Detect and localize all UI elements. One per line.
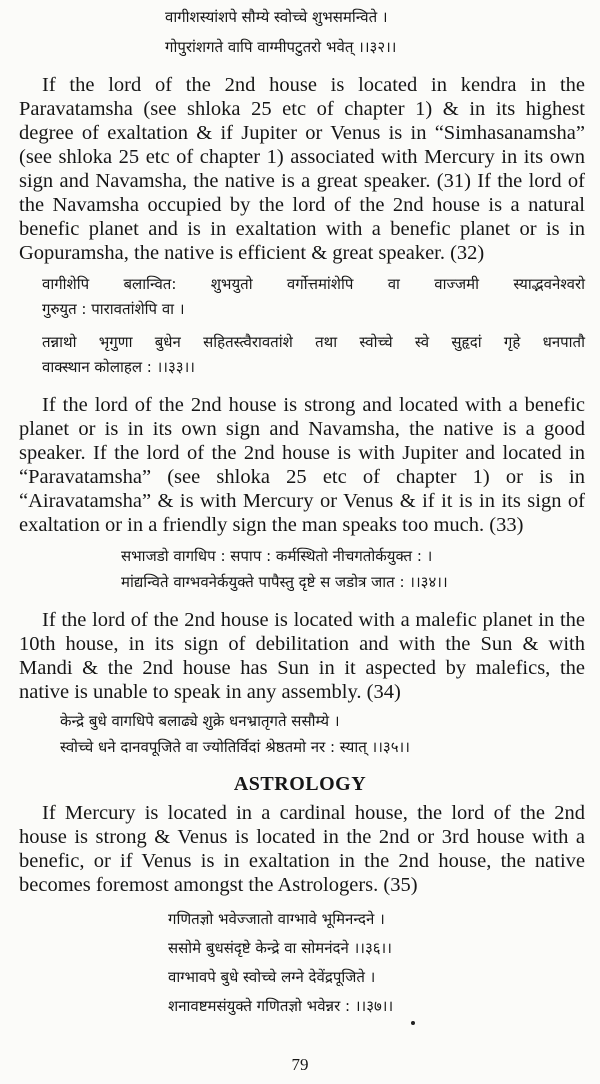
verse-line: तन्नाथो भृगुणा बुधेन सहितस्त्वैरावतांशे तथा स्वोच्चे स्वे सुहृदां गृहे धनपातौ bbox=[42, 333, 585, 351]
verse-line: शनावष्टमसंयुक्ते गणितज्ञो भवेन्नर : ।।३७।। bbox=[168, 997, 394, 1015]
paragraph-line: Gopuramsha, the native is efficient & great speaker. (32) bbox=[19, 242, 485, 264]
paragraph-line: (see shloka 25 etc of chapter 1) associated with Mercury in its own bbox=[19, 146, 585, 168]
page-number: 79 bbox=[291, 1055, 309, 1074]
paragraph-line: Paravatamsha (see shloka 25 etc of chapter 1) & in its highest bbox=[19, 98, 585, 120]
paragraph-line: house is strong & Venus is located in the 2nd or 3rd house with a bbox=[19, 826, 585, 848]
verse-line: वागीशस्यांशपे सौम्ये स्वोच्चे शुभसमन्विते । bbox=[165, 8, 388, 26]
verse-line: गणितज्ञो भवेज्जातो वाग्भावे भूमिनन्दने । bbox=[168, 910, 385, 928]
paragraph-line: planet or is in its own sign and Navamsha, the native is a good bbox=[19, 418, 585, 440]
paragraph-line: “Paravatamsha” (see shloka 25 etc of chapter 1) or is in bbox=[19, 466, 585, 488]
verse-line: वागीशेपि बलान्वित: शुभयुतो वर्गोत्तमांशेपि वा वाज्जमी स्याद्भवनेश्वरो bbox=[42, 275, 585, 293]
paragraph-line: “Airavatamsha” & is with Mercury or Venus & if it is in its sign of bbox=[19, 490, 585, 512]
verse-line: गोपुरांशगते वापि वाग्मीपटुतरो भवेत् ।।३२।। bbox=[165, 38, 397, 56]
paragraph-line: If the lord of the 2nd house is located in kendra in the bbox=[42, 74, 585, 96]
verse-line: सभाजडो वागधिप : सपाप : कर्मस्थितो नीचगतोर्कयुक्त : । bbox=[121, 547, 433, 565]
verse-line: ससोमे बुधसंदृष्टे केन्द्रे वा सोमनंदने ।।३६।। bbox=[168, 939, 392, 957]
verse-line: गुरुयुत : पारावतांशेपि वा । bbox=[42, 300, 185, 318]
verse-line: मांद्यन्विते वाग्भवनेर्कयुक्ते पापैस्तु दृष्टे स जडोत्र जात : ।।३४।। bbox=[121, 573, 448, 591]
verse-line: स्वोच्चे धने दानवपूजिते वा ज्योतिर्विदां श्रेष्ठतमो नर : स्यात् ।।३५।। bbox=[60, 738, 410, 756]
paragraph-line: becomes foremost amongst the Astrologers. (35) bbox=[19, 874, 418, 896]
verse-line: केन्द्रे बुधे वागधिपे बलाढ्ये शुक्रे धनभ्रातृगते ससौम्ये । bbox=[60, 712, 340, 730]
paragraph-line: If the lord of the 2nd house is located with a malefic planet in the bbox=[42, 609, 585, 631]
paragraph-line: Mandi & the 2nd house has Sun in it aspected by malefics, the bbox=[19, 657, 585, 679]
paragraph-line: speaker. If the lord of the 2nd house is with Jupiter and located in bbox=[19, 442, 585, 464]
paragraph-line: the Navamsha occupied by the lord of the 2nd house is a natural bbox=[19, 194, 585, 216]
verse-line: वाक्स्थान कोलाहल : ।।३३।। bbox=[42, 358, 195, 376]
paragraph-line: native is unable to speak in any assembly. (34) bbox=[19, 681, 401, 703]
section-heading: ASTROLOGY bbox=[233, 773, 367, 795]
paragraph-line: degree of exaltation & if Jupiter or Venus is in “Simhasanamsha” bbox=[19, 122, 585, 144]
paragraph-line: 10th house, in its sign of debilitation and with the Sun & with bbox=[19, 633, 585, 655]
verse-line: वाग्भावपे बुधे स्वोच्चे लग्ने देवेंद्रपूजिते । bbox=[168, 968, 376, 986]
paragraph-line: If the lord of the 2nd house is strong and located with a benefic bbox=[42, 394, 585, 416]
print-speck bbox=[411, 1021, 415, 1025]
paragraph-line: exaltation or in a friendly sign the man speaks too much. (33) bbox=[19, 514, 524, 536]
paragraph-line: benefic, or if Venus is in exaltation in the 2nd house, the native bbox=[19, 850, 585, 872]
paragraph-line: benefic planet and is in exaltation with a benefic planet or is in bbox=[19, 218, 585, 240]
paragraph-line: If Mercury is located in a cardinal house, the lord of the 2nd bbox=[42, 802, 585, 824]
paragraph-line: sign and Navamsha, the native is a great speaker. (31) If the lord of bbox=[19, 170, 585, 192]
